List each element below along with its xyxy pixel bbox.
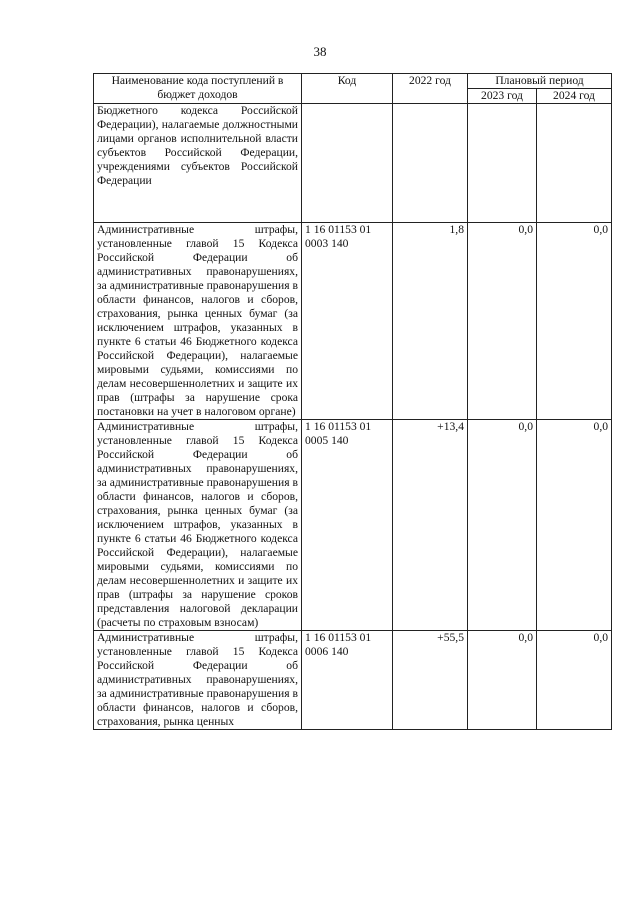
row-name: Бюджетного кодекса Российской Федерации), налагаемые должностными лицами органов исполнительной власти субъектов Российской Федерации, учреждениями субъектов Российской Федерации bbox=[94, 104, 302, 223]
row-value-2022 bbox=[393, 104, 468, 223]
header-2024: 2024 год bbox=[537, 89, 612, 104]
row-code: 1 16 01153 01 0006 140 bbox=[302, 631, 393, 730]
header-2022: 2022 год bbox=[393, 74, 468, 104]
row-value-2023 bbox=[468, 104, 537, 223]
revenue-table bbox=[93, 73, 612, 730]
row-code: 1 16 01153 01 0003 140 bbox=[302, 223, 393, 420]
row-value-2024 bbox=[537, 104, 612, 223]
row-name: Административные штрафы, установленные главой 15 Кодекса Российской Федерации об административных правонарушениях, за административные правонарушения в области финансов, налогов и сборов, страхования, рынка ценных бумаг (за исключением штрафов, указанных в пункте 6 статьи 46 Бюджетного кодекса Российской Федерации), налагаемые мировыми судьями, комиссиями по делам несовершеннолетних и защите их прав (штрафы за нарушение срока постановки на учет в налоговом органе) bbox=[94, 223, 302, 420]
row-code bbox=[302, 104, 393, 223]
table-row bbox=[94, 104, 612, 223]
row-name: Административные штрафы, установленные главой 15 Кодекса Российской Федерации об административных правонарушениях, за административные правонарушения в области финансов, налогов и сборов, страхования, рынка ценных bbox=[94, 631, 302, 730]
row-value-2022: 1,8 bbox=[393, 223, 468, 420]
row-name: Административные штрафы, установленные главой 15 Кодекса Российской Федерации об административных правонарушениях, за административные правонарушения в области финансов, налогов и сборов, страхования, рынка ценных бумаг (за исключением штрафов, указанных в пункте 6 статьи 46 Бюджетного кодекса Российской Федерации), налагаемые мировыми судьями, комиссиями по делам несовершеннолетних и защите их прав (штрафы за нарушение сроков представления налоговой декларации (расчеты по страховым взносам) bbox=[94, 420, 302, 631]
table-row bbox=[94, 420, 612, 631]
table-row bbox=[94, 631, 612, 730]
row-value-2022: +55,5 bbox=[393, 631, 468, 730]
row-value-2024: 0,0 bbox=[537, 420, 612, 631]
header-code: Код bbox=[302, 74, 393, 104]
header-2023: 2023 год bbox=[468, 89, 537, 104]
row-value-2024: 0,0 bbox=[537, 223, 612, 420]
row-code: 1 16 01153 01 0005 140 bbox=[302, 420, 393, 631]
header-row bbox=[94, 74, 612, 89]
row-value-2023: 0,0 bbox=[468, 420, 537, 631]
table-row bbox=[94, 223, 612, 420]
row-value-2023: 0,0 bbox=[468, 631, 537, 730]
page-number: 38 bbox=[313, 44, 327, 59]
header-name: Наименование кода поступлений в бюджет доходов bbox=[94, 74, 302, 104]
row-value-2023: 0,0 bbox=[468, 223, 537, 420]
row-value-2022: +13,4 bbox=[393, 420, 468, 631]
header-planned-period: Плановый период bbox=[468, 74, 612, 89]
row-value-2024: 0,0 bbox=[537, 631, 612, 730]
